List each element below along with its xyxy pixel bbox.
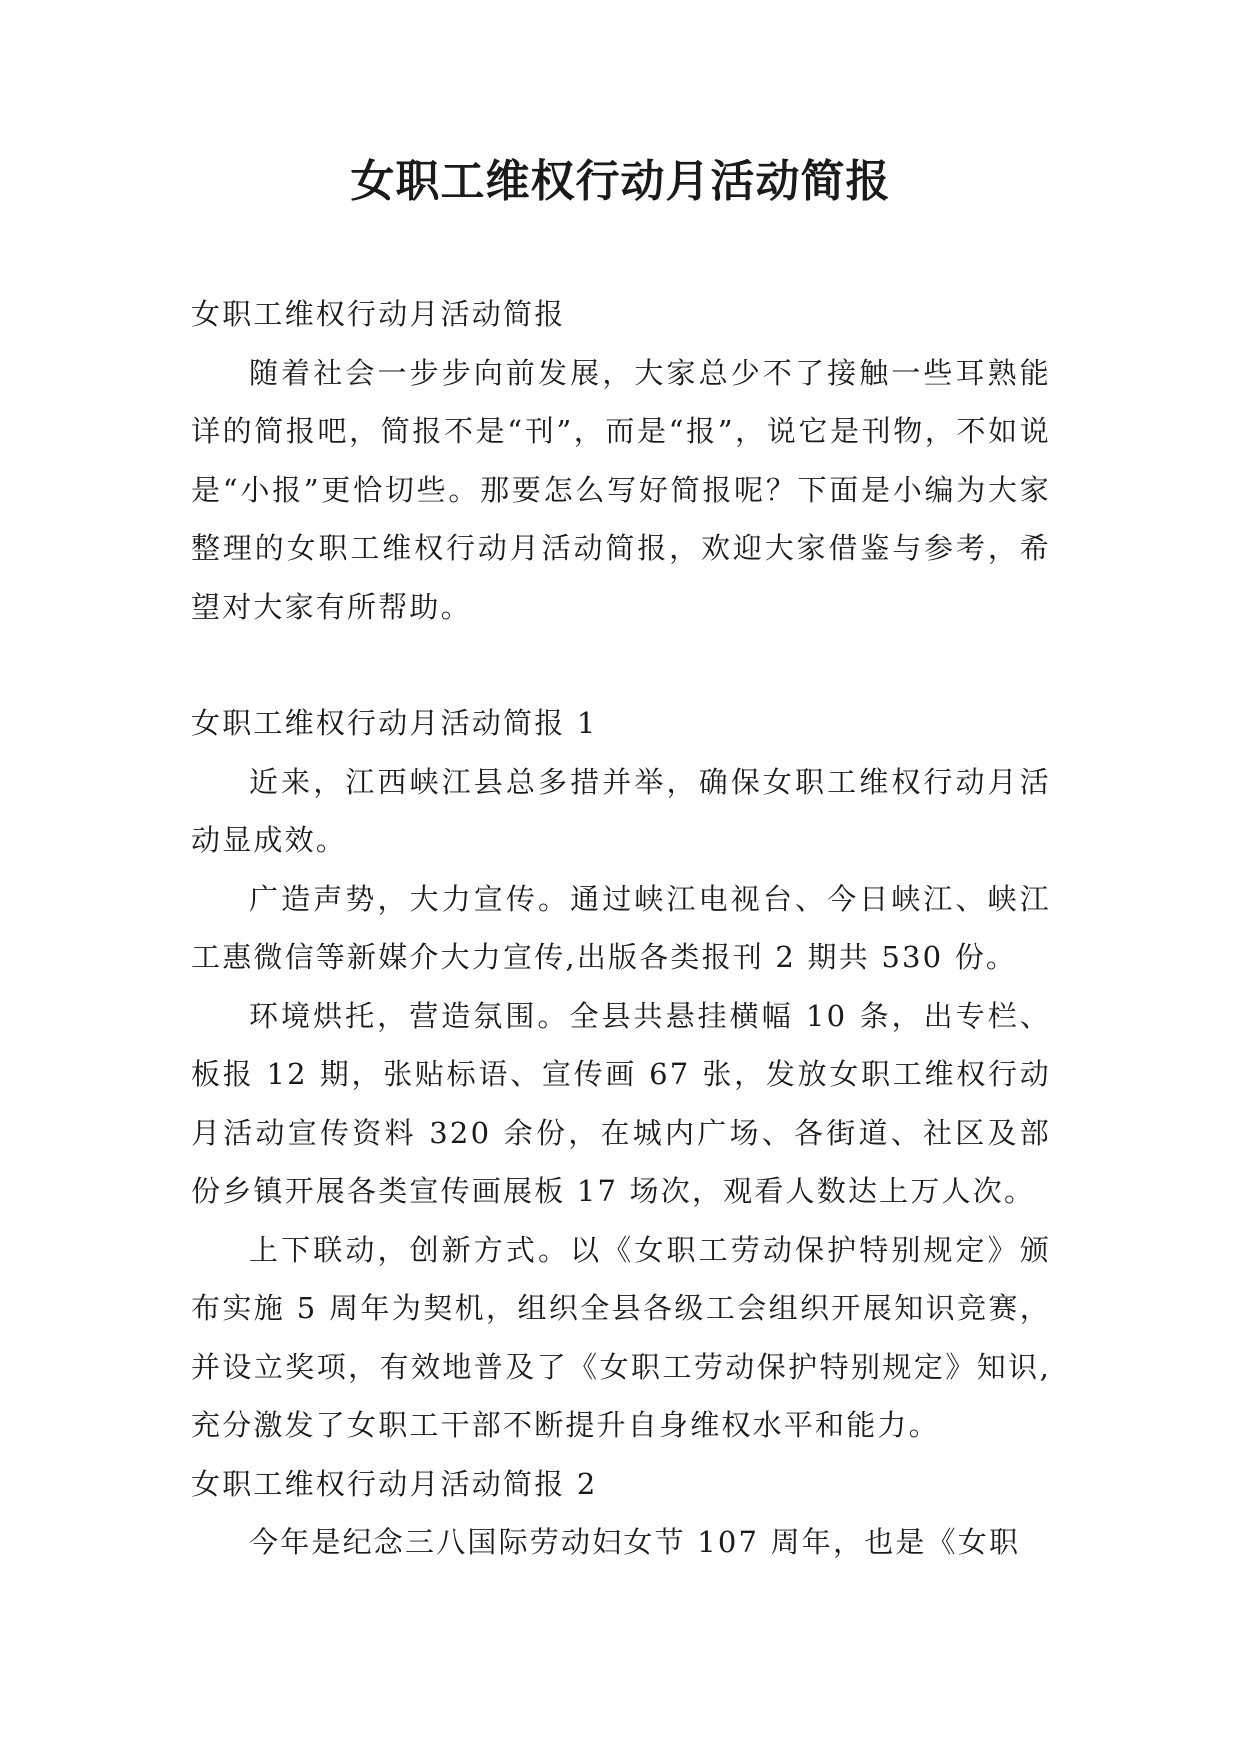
paragraph-intro: 随着社会一步步向前发展，大家总少不了接触一些耳熟能详的简报吧，简报不是“刊”，而是“报”，说它是刊物，不如说是“小报”更恰切些。那要怎么写好简报呢？下面是小编为大家整理的女职工维权行动月活动简报，欢迎大家借鉴与参考，希望对大家有所帮助。 [191,355,1051,624]
document-title: 女职工维权行动月活动简报 [350,156,891,207]
paragraph-section-1-lead: 近来，江西峡江县总多措并举，确保女职工维权行动月活动显成效。 [191,764,1051,857]
paragraph-heading-section-2: 女职工维权行动月活动简报 2 [191,1466,598,1501]
paragraph-section-1-atmosphere: 环境烘托，营造氛围。全县共悬挂横幅 10 条，出专栏、板报 12 期，张贴标语、宣传画 67 张，发放女职工维权行动月活动宣传资料 320 余份，在城内广场、各街道、社区及部份乡镇开展各类宣传画展板 17 场次，观看人数达上万人次。 [191,998,1051,1208]
paragraph-section-1-publicity: 广造声势，大力宣传。通过峡江电视台、今日峡江、峡江工惠微信等新媒介大力宣传,出版各类报刊 2 期共 530 份。 [191,881,1051,974]
paragraph-heading-intro: 女职工维权行动月活动简报 [191,297,566,331]
paragraph-heading-section-1: 女职工维权行动月活动简报 1 [191,706,598,740]
document-body [191,285,1051,1572]
paragraph-section-1-linkage: 上下联动，创新方式。以《女职工劳动保护特别规定》颁布实施 5 周年为契机，组织全县各级工会组织开展知识竞赛，并设立奖项，有效地普及了《女职工劳动保护特别规定》知识,充分激发了女职工干部不断提升自身维权水平和能力。 [191,1232,1051,1442]
paragraph-section-2-lead: 今年是纪念三八国际劳动妇女节 107 周年，也是《女职 [249,1525,1021,1559]
